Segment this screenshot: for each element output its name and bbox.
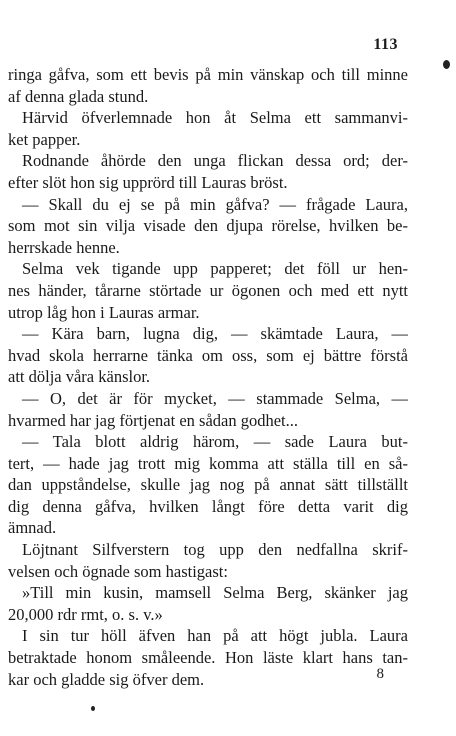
text-line: som mot sin vilja visade den djupa rörelse, hvilken be- [8,216,408,236]
text-line: — Kära barn, lugna dig, — skämtade Laura, — [22,324,408,344]
text-line: af denna glada stund. [8,86,149,106]
text-line: I sin tur höll äfven han på att högt jubla. Laura [22,626,408,646]
text-line: hvad skola herrarne tänka om oss, som ej bättre förstå [8,345,408,365]
page-number: 113 [373,36,398,53]
ink-speck [91,706,95,711]
text-line: Löjtnant Silfverstern tog upp den nedfallna skrif- [22,540,408,560]
text-line: — O, det är för mycket, — stammade Selma, — [22,388,408,408]
text-line: att dölja våra känslor. [8,367,151,387]
text-line: Härvid öfverlemnade hon åt Selma ett sammanvi- [22,108,408,128]
ink-speck [443,60,450,69]
text-line: velsen och ögnade som hastigast: [8,561,228,581]
text-line: dig denna gåfva, hvilken långt före detta varit dig [8,496,408,516]
text-line: dan uppståndelse, skulle jag nog på annat sätt tillställt [8,475,408,495]
text-line: efter slöt hon sig upprörd till Lauras bröst. [8,172,288,192]
text-line: hvarmed har jag förtjenat en sådan godhet... [8,410,299,430]
printer-signature-mark: 8 [376,666,384,682]
text-line: utrop låg hon i Lauras armar. [8,302,200,322]
text-line: ringa gåfva, som ett bevis på min vänskap och till minne [8,65,408,84]
text-line: herrskade henne. [8,237,120,257]
text-line: ket papper. [8,129,81,149]
text-line: — Tala blott aldrig härom, — sade Laura but- [22,432,408,452]
text-line: 20,000 rdr rmt, o. s. v.» [8,604,163,624]
text-line: kar och gladde sig öfver dem. [8,669,205,689]
text-line: — Skall du ej se på min gåfva? — frågade Laura, [22,194,408,214]
text-line: Selma vek tigande upp papperet; det föll ur hen- [22,259,408,279]
text-line: Rodnande åhörde den unga flickan dessa ord; der- [22,151,408,171]
text-line: tert, — hade jag trott mig komma att ställa till en så- [8,453,408,473]
text-line: ämnad. [8,518,57,538]
body-text [8,64,408,690]
text-line: betraktade honom småleende. Hon läste klart hans tan- [8,648,408,668]
text-line: nes händer, tårarne störtade ur ögonen och med ett nytt [8,280,408,300]
text-line: »Till min kusin, mamsell Selma Berg, skänker jag [22,583,408,603]
